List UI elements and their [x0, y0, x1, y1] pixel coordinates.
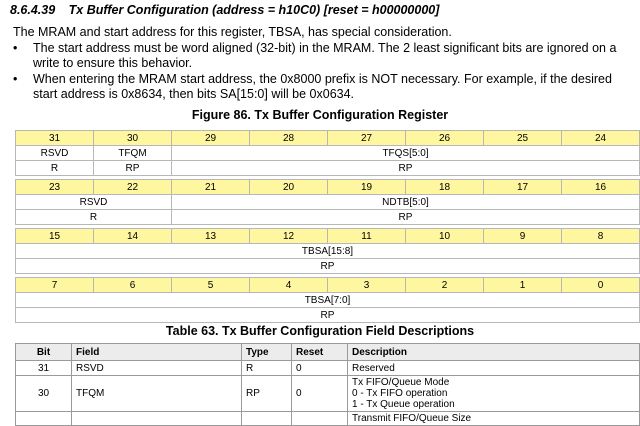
bit-number: 0: [562, 278, 640, 293]
bit-cell: 31: [16, 361, 72, 376]
bullet-item: [13, 72, 637, 102]
bit-number: 30: [94, 131, 172, 146]
bullet-list: [13, 41, 637, 103]
bit-number: 21: [172, 180, 250, 195]
table-row: [16, 412, 640, 426]
bit-number-row: [16, 278, 640, 293]
access-type: RP: [16, 259, 640, 274]
field-name: RSVD: [16, 146, 94, 161]
bit-number: 23: [16, 180, 94, 195]
bit-number: 27: [328, 131, 406, 146]
bullet-symbol: •: [13, 41, 18, 55]
bit-cell: [16, 412, 72, 426]
bit-number: 12: [250, 229, 328, 244]
table-caption: Table 63. Tx Buffer Configuration Field Descriptions: [165, 324, 475, 338]
intro-paragraph: The MRAM and start address for this register, TBSA, has special consideration.: [13, 25, 452, 39]
description-cell: [348, 412, 640, 426]
field-name-row: [16, 293, 640, 308]
bit-number: 11: [328, 229, 406, 244]
bit-number: 16: [562, 180, 640, 195]
bit-number: 8: [562, 229, 640, 244]
bit-number: 2: [406, 278, 484, 293]
column-header-reset: Reset: [292, 344, 348, 361]
field-name: TFQS[5:0]: [172, 146, 640, 161]
access-type: RP: [94, 161, 172, 176]
reset-cell: [292, 412, 348, 426]
bit-number-row: [16, 131, 640, 146]
table-row: [16, 376, 640, 412]
access-row: [16, 259, 640, 274]
column-header-description: Description: [348, 344, 640, 361]
bit-number: 10: [406, 229, 484, 244]
access-type: R: [16, 210, 172, 225]
bit-number: 26: [406, 131, 484, 146]
column-header-field: Field: [72, 344, 242, 361]
bit-number: 4: [250, 278, 328, 293]
bit-number: 29: [172, 131, 250, 146]
table-header-row: [16, 344, 640, 361]
column-header-bit: Bit: [16, 344, 72, 361]
type-cell: [242, 412, 292, 426]
access-type: RP: [16, 308, 640, 323]
access-type: RP: [172, 161, 640, 176]
bit-number: 20: [250, 180, 328, 195]
bit-number: 24: [562, 131, 640, 146]
register-diagram: [15, 130, 640, 323]
bullet-symbol: •: [13, 72, 18, 86]
bullet-text: The start address must be word aligned (32-bit) in the MRAM. The 2 least significant bits are ignored on a write to ensure this behavior.: [33, 41, 617, 70]
bit-number-row: [16, 229, 640, 244]
type-cell: R: [242, 361, 292, 376]
access-row: [16, 161, 640, 176]
bit-number: 14: [94, 229, 172, 244]
reset-cell: 0: [292, 376, 348, 412]
description-line: Transmit FIFO/Queue Size: [352, 413, 472, 424]
field-cell: TFQM: [72, 376, 242, 412]
table-row: [16, 361, 640, 376]
bit-number: 31: [16, 131, 94, 146]
bit-number: 25: [484, 131, 562, 146]
bit-number: 7: [16, 278, 94, 293]
bit-number: 18: [406, 180, 484, 195]
field-name: NDTB[5:0]: [172, 195, 640, 210]
field-name: TBSA[7:0]: [16, 293, 640, 308]
bit-number: 1: [484, 278, 562, 293]
description-line: Tx FIFO/Queue Mode: [352, 377, 450, 388]
bit-number-row: [16, 180, 640, 195]
description-line: Reserved: [352, 362, 395, 374]
bit-number: 13: [172, 229, 250, 244]
field-cell: [72, 412, 242, 426]
section-number: 8.6.4.39: [10, 3, 56, 17]
description-cell: [348, 376, 640, 412]
bit-number: 5: [172, 278, 250, 293]
access-type: R: [16, 161, 94, 176]
bit-number: 6: [94, 278, 172, 293]
section-title: Tx Buffer Configuration (address = h10C0) [reset = h00000000]: [68, 3, 440, 17]
reset-cell: 0: [292, 361, 348, 376]
bullet-item: [13, 41, 637, 71]
bit-number: 9: [484, 229, 562, 244]
field-description-table: [15, 343, 640, 426]
access-row: [16, 210, 640, 225]
field-cell: RSVD: [72, 361, 242, 376]
description-line: 0 - Tx FIFO operation: [352, 388, 448, 399]
bit-number: 3: [328, 278, 406, 293]
bit-cell: 30: [16, 376, 72, 412]
access-row: [16, 308, 640, 323]
field-name: RSVD: [16, 195, 172, 210]
bullet-text: When entering the MRAM start address, the 0x8000 prefix is NOT necessary. For example, if the desired start address is 0x8634, then bits SA[15:0] will be 0x0634.: [33, 72, 612, 101]
access-type: RP: [172, 210, 640, 225]
field-name-row: [16, 195, 640, 210]
bit-number: 19: [328, 180, 406, 195]
field-name: TBSA[15:8]: [16, 244, 640, 259]
column-header-type: Type: [242, 344, 292, 361]
figure-caption: Figure 86. Tx Buffer Configuration Register: [191, 108, 449, 122]
bit-number: 17: [484, 180, 562, 195]
description-line: 1 - Tx Queue operation: [352, 399, 455, 410]
section-heading: [10, 3, 439, 17]
type-cell: RP: [242, 376, 292, 412]
bit-number: 15: [16, 229, 94, 244]
bit-number: 22: [94, 180, 172, 195]
field-name-row: [16, 146, 640, 161]
field-name-row: [16, 244, 640, 259]
field-name: TFQM: [94, 146, 172, 161]
description-cell: [348, 361, 640, 376]
bit-number: 28: [250, 131, 328, 146]
